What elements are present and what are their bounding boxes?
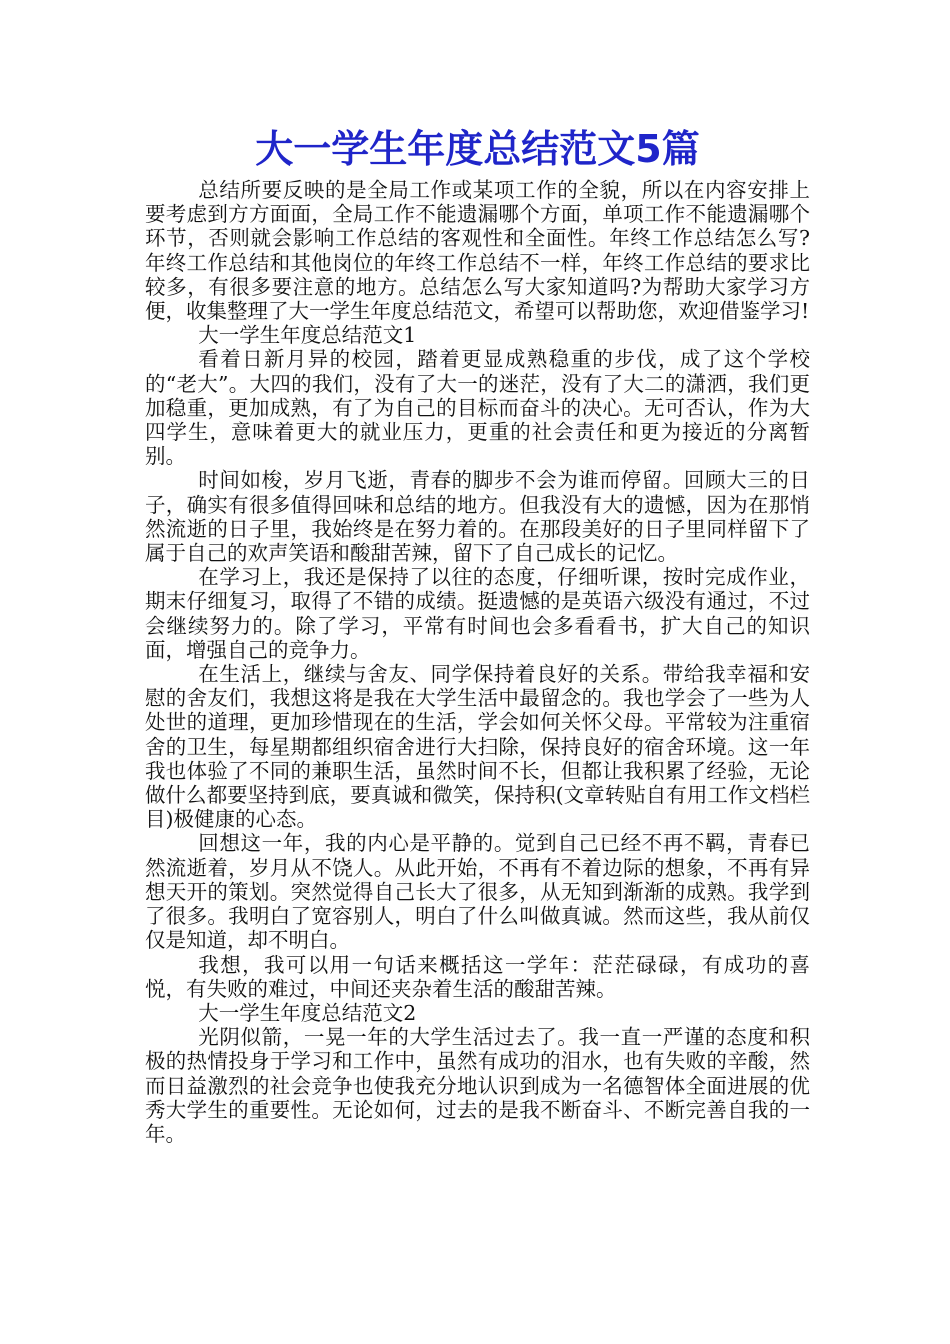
section1-paragraph-5: 回想这一年，我的内心是平静的。觉到自己已经不再不羁，青春已然流逝着，岁月从不饶人。从此开始，不再有不着边际的想象，不再有异想天开的策划。突然觉得自己长大了很多，从无知到渐渐的成熟。我学到了很多。我明白了宽容别人，明白了什么叫做真诚。然而这些，我从前仅仅是知道，却不明白。 <box>145 831 810 953</box>
intro-paragraph: 总结所要反映的是全局工作或某项工作的全貌，所以在内容安排上要考虑到方方面面，全局工作不能遗漏哪个方面，单项工作不能遗漏哪个环节，否则就会影响工作总结的客观性和全面性。年终工作总结怎么写?年终工作总结和其他岗位的年终工作总结不一样，年终工作总结的要求比较多，有很多要注意的地方。总结怎么写大家知道吗?为帮助大家学习方便，收集整理了大一学生年度总结范文，希望可以帮助您，欢迎借鉴学习! <box>145 178 810 324</box>
section1-paragraph-1: 看着日新月异的校园，踏着更显成熟稳重的步伐，成了这个学校的“老大”。大四的我们，没有了大一的迷茫，没有了大二的潇洒，我们更加稳重，更加成熟，有了为自己的目标而奋斗的决心。无可否认，作为大四学生，意味着更大的就业压力，更重的社会责任和更为接近的分离暂别。 <box>145 347 810 469</box>
document-page <box>145 122 810 1146</box>
section-heading-1: 大一学生年度总结范文1 <box>198 323 417 348</box>
document-title: 大一学生年度总结范文5篇 <box>255 127 700 171</box>
section1-paragraph-4: 在生活上，继续与舍友、同学保持着良好的关系。带给我幸福和安慰的舍友们，我想这将是我在大学生活中最留念的。我也学会了一些为人处世的道理，更加珍惜现在的生活，学会如何关怀父母。平常较为注重宿舍的卫生，每星期都组织宿舍进行大扫除，保持良好的宿舍环境。这一年我也体验了不同的兼职生活，虽然时间不长，但都让我积累了经验，无论做什么都要坚持到底，要真诚和微笑，保持积(文章转贴自有用工作文档栏目)极健康的心态。 <box>145 662 810 832</box>
section-heading-2: 大一学生年度总结范文2 <box>198 1000 417 1025</box>
section1-paragraph-2: 时间如梭，岁月飞逝，青春的脚步不会为谁而停留。回顾大三的日子，确实有很多值得回味和总结的地方。但我没有大的遗憾，因为在那悄然流逝的日子里，我始终是在努力着的。在那段美好的日子里同样留下了属于自己的欢声笑语和酸甜苦辣，留下了自己成长的记忆。 <box>145 468 810 566</box>
section1-paragraph-6: 我想，我可以用一句话来概括这一学年：茫茫碌碌，有成功的喜悦，有失败的难过，中间还夹杂着生活的酸甜苦辣。 <box>145 952 810 1001</box>
section1-paragraph-3: 在学习上，我还是保持了以往的态度，仔细听课，按时完成作业，期末仔细复习，取得了不错的成绩。挺遗憾的是英语六级没有通过，不过会继续努力的。除了学习，平常有时间也会多看看书，扩大自己的知识面，增强自己的竞争力。 <box>145 565 810 662</box>
section2-paragraph-1: 光阴似箭，一晃一年的大学生活过去了。我一直一严谨的态度和积极的热情投身于学习和工作中，虽然有成功的泪水，也有失败的辛酸，然而日益激烈的社会竞争也使我充分地认识到成为一名德智体全面进展的优秀大学生的重要性。无论如何，过去的是我不断奋斗、不断完善自我的一年。 <box>145 1025 810 1146</box>
